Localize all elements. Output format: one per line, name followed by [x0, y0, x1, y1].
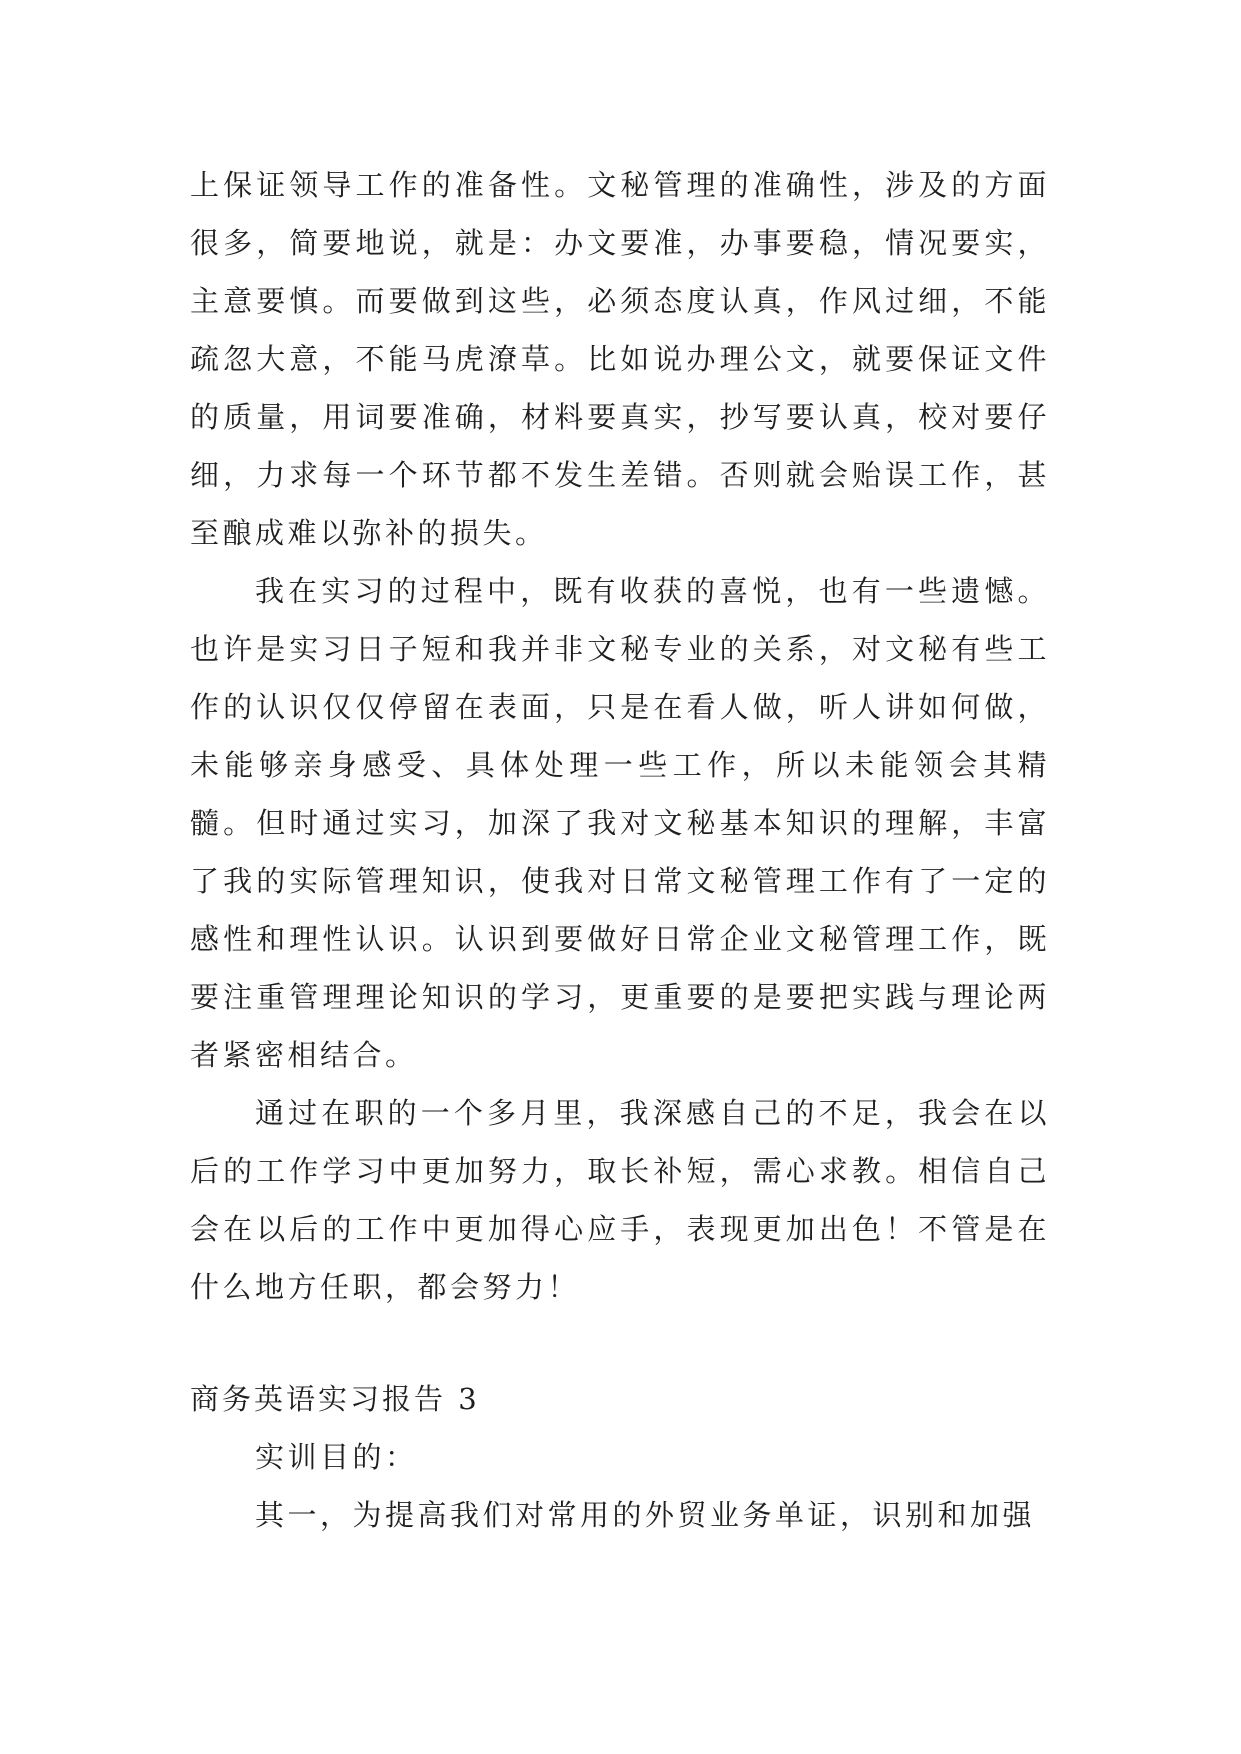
paragraph-training-purpose-label: 实训目的：	[255, 1440, 418, 1474]
section-heading: 商务英语实习报告 3	[190, 1382, 480, 1416]
paragraph-internship-reflection: 我在实习的过程中，既有收获的喜悦，也有一些遗憾。也许是实习日子短和我并非文秘专业的关系，对文秘有些工作的认识仅仅停留在表面，只是在看人做，听人讲如何做，未能够亲身感受、具体处理一些工作，所以未能领会其精髓。但时通过实习，加深了我对文秘基本知识的理解，丰富了我的实际管理知识，使我对日常文秘管理工作有了一定的感性和理性认识。认识到要做好日常企业文秘管理工作，既要注重管理理论知识的学习，更重要的是要把实践与理论两者紧密相结合。	[190, 574, 1050, 1072]
paragraph-conclusion: 通过在职的一个多月里，我深感自己的不足，我会在以后的工作学习中更加努力，取长补短，需心求教。相信自己会在以后的工作中更加得心应手，表现更加出色！不管是在什么地方任职，都会努力！	[190, 1096, 1050, 1304]
paragraph-continuation: 上保证领导工作的准备性。文秘管理的准确性，涉及的方面很多，简要地说，就是：办文要准，办事要稳，情况要实，主意要慎。而要做到这些，必须态度认真，作风过细，不能疏忽大意，不能马虎潦草。比如说办理公文，就要保证文件的质量，用词要准确，材料要真实，抄写要认真，校对要仔细，力求每一个环节都不发生差错。否则就会贻误工作，甚至酿成难以弥补的损失。	[190, 168, 1050, 550]
document-page	[190, 156, 1050, 1544]
paragraph-training-purpose-first: 其一，为提高我们对常用的外贸业务单证，识别和加强	[255, 1498, 1036, 1532]
